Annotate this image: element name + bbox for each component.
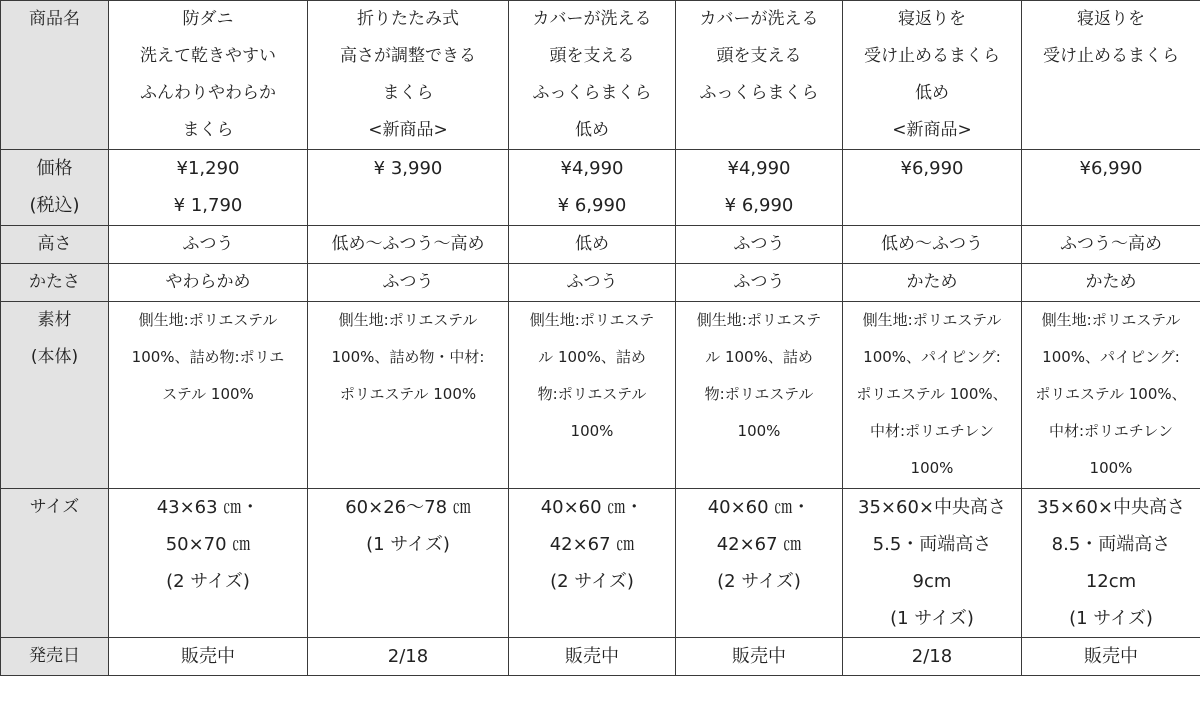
table-cell-height-product-2: [308, 226, 509, 264]
row-header-line: 高さ: [37, 234, 72, 254]
cell-line: 洗えて乾きやすい: [140, 46, 276, 66]
table-cell-name-product-5: [843, 1, 1022, 150]
cell-line: 側生地:ポリエステル: [138, 311, 278, 329]
cell-line: ポリエステル 100%、: [856, 385, 1008, 403]
cell-line: 低め: [575, 234, 609, 254]
cell-line: 100%、詰め物・中材:: [331, 348, 485, 366]
cell-line: 50×70 ㎝: [165, 534, 251, 555]
cell-line: 高さが調整できる: [340, 46, 476, 66]
table-cell-firmness-product-4: [676, 264, 843, 302]
cell-line: ¥6,990: [1079, 158, 1143, 179]
cell-line: ふつう: [566, 272, 618, 292]
cell-line: 低め〜ふつう〜高め: [331, 234, 485, 254]
cell-line: 中材:ポリエチレン: [1048, 422, 1174, 440]
cell-line: 低め: [915, 83, 949, 103]
cell-line: 受け止めるまくら: [1043, 46, 1179, 66]
cell-line: 寝返りを: [1077, 9, 1145, 29]
table-cell-price-product-3: [509, 150, 676, 226]
cell-line: 8.5・両端高さ: [1051, 534, 1171, 555]
row-header-line: かたさ: [29, 272, 80, 292]
table-cell-price-product-2: [308, 150, 509, 226]
cell-line: 100%、パイピング:: [863, 348, 1001, 366]
cell-line: 物:ポリエステル: [537, 385, 647, 403]
cell-line: ステル 100%: [162, 385, 254, 403]
table-cell-material-product-6: [1022, 302, 1200, 489]
row-header-price: [1, 150, 109, 226]
cell-line: ふつう: [182, 234, 234, 254]
cell-line: 5.5・両端高さ: [872, 534, 992, 555]
cell-line: やわらかめ: [165, 272, 251, 292]
cell-line: ¥6,990: [900, 158, 964, 179]
row-header-height: [1, 226, 109, 264]
table-body: [1, 1, 1200, 676]
cell-line: 100%: [570, 422, 614, 440]
table-cell-price-product-1: [109, 150, 308, 226]
cell-line: まくら: [182, 120, 234, 140]
cell-line: ふつう: [382, 272, 434, 292]
cell-line: <新商品>: [368, 120, 448, 140]
cell-line: 100%、詰め物:ポリエ: [131, 348, 285, 366]
cell-line: 折りたたみ式: [357, 9, 459, 29]
row-header-line: 価格: [36, 158, 73, 179]
cell-line: ふっくらまくら: [532, 83, 652, 103]
cell-line: ふつう〜高め: [1060, 234, 1162, 254]
table-cell-height-product-4: [676, 226, 843, 264]
cell-line: ¥ 6,990: [557, 195, 627, 216]
cell-line: <新商品>: [892, 120, 972, 140]
table-cell-material-product-1: [109, 302, 308, 489]
row-header-line: (本体): [30, 347, 79, 367]
table-cell-release-product-1: [109, 638, 308, 676]
cell-line: (1 サイズ): [890, 608, 974, 629]
cell-line: (2 サイズ): [550, 571, 634, 592]
cell-line: 12cm: [1085, 571, 1137, 592]
cell-line: 頭を支える: [549, 46, 635, 66]
cell-line: 受け止めるまくら: [864, 46, 1000, 66]
cell-line: ふつう: [733, 272, 785, 292]
table-cell-name-product-6: [1022, 1, 1200, 150]
cell-line: 物:ポリエステル: [704, 385, 814, 403]
cell-line: ふっくらまくら: [699, 83, 819, 103]
cell-line: 防ダニ: [182, 9, 234, 29]
cell-line: 100%: [737, 422, 781, 440]
table-cell-firmness-product-6: [1022, 264, 1200, 302]
cell-line: 側生地:ポリエステル: [1041, 311, 1181, 329]
cell-line: カバーが洗える: [532, 9, 652, 29]
cell-line: ¥4,990: [727, 158, 791, 179]
table-row-material: [1, 302, 1200, 489]
cell-line: ふつう: [733, 234, 785, 254]
cell-line: ¥1,290: [176, 158, 240, 179]
cell-line: 60×26〜78 ㎝: [345, 497, 471, 518]
row-header-line: 商品名: [29, 9, 80, 29]
cell-line: ふんわりやわらか: [140, 83, 276, 103]
cell-line: まくら: [382, 83, 434, 103]
table-cell-release-product-2: [308, 638, 509, 676]
cell-line: 9cm: [912, 571, 952, 592]
table-cell-firmness-product-1: [109, 264, 308, 302]
table-cell-price-product-5: [843, 150, 1022, 226]
cell-line: ル 100%、詰め: [705, 348, 813, 366]
table-cell-size-product-3: [509, 489, 676, 638]
row-header-material: [1, 302, 109, 489]
cell-line: 35×60×中央高さ: [858, 497, 1006, 518]
cell-line: 42×67 ㎝: [549, 534, 635, 555]
table-cell-release-product-3: [509, 638, 676, 676]
cell-line: 100%: [910, 459, 954, 477]
cell-line: 販売中: [1084, 646, 1138, 667]
cell-line: 40×60 ㎝・: [540, 497, 644, 518]
cell-line: 販売中: [732, 646, 786, 667]
cell-line: 側生地:ポリエステル: [338, 311, 478, 329]
cell-line: (1 サイズ): [366, 534, 450, 555]
cell-line: ポリエステル 100%、: [1035, 385, 1187, 403]
table-cell-release-product-5: [843, 638, 1022, 676]
table-row-price: [1, 150, 1200, 226]
cell-line: 頭を支える: [716, 46, 802, 66]
table-row-size: [1, 489, 1200, 638]
cell-line: かため: [906, 272, 958, 292]
cell-line: ¥ 3,990: [373, 158, 443, 179]
cell-line: ル 100%、詰め: [538, 348, 646, 366]
cell-line: (2 サイズ): [717, 571, 801, 592]
table-cell-size-product-2: [308, 489, 509, 638]
cell-line: 40×60 ㎝・: [707, 497, 811, 518]
cell-line: 43×63 ㎝・: [156, 497, 260, 518]
table-cell-size-product-5: [843, 489, 1022, 638]
cell-line: ポリエステル 100%: [339, 385, 477, 403]
cell-line: (2 サイズ): [166, 571, 250, 592]
cell-line: ¥4,990: [560, 158, 624, 179]
table-cell-name-product-3: [509, 1, 676, 150]
cell-line: 2/18: [911, 646, 953, 667]
row-header-line: (税込): [29, 195, 80, 216]
table-cell-material-product-2: [308, 302, 509, 489]
row-header-release: [1, 638, 109, 676]
cell-line: ¥ 6,990: [724, 195, 794, 216]
table-cell-firmness-product-3: [509, 264, 676, 302]
cell-line: 側生地:ポリエステ: [696, 311, 822, 329]
table-row-name: [1, 1, 1200, 150]
table-cell-material-product-5: [843, 302, 1022, 489]
table-cell-name-product-2: [308, 1, 509, 150]
row-header-firmness: [1, 264, 109, 302]
row-header-line: サイズ: [29, 497, 80, 517]
cell-line: 販売中: [565, 646, 619, 667]
table-cell-name-product-4: [676, 1, 843, 150]
row-header-size: [1, 489, 109, 638]
table-cell-material-product-3: [509, 302, 676, 489]
cell-line: 側生地:ポリエステ: [529, 311, 655, 329]
cell-line: (1 サイズ): [1069, 608, 1153, 629]
cell-line: 35×60×中央高さ: [1037, 497, 1185, 518]
cell-line: ¥ 1,790: [173, 195, 243, 216]
cell-line: 販売中: [181, 646, 235, 667]
table-cell-firmness-product-2: [308, 264, 509, 302]
table-cell-material-product-4: [676, 302, 843, 489]
cell-line: 低め〜ふつう: [881, 234, 983, 254]
row-header-line: 発売日: [29, 646, 80, 666]
cell-line: かため: [1085, 272, 1137, 292]
cell-line: 中材:ポリエチレン: [869, 422, 995, 440]
cell-line: 2/18: [387, 646, 429, 667]
table-cell-release-product-4: [676, 638, 843, 676]
table-cell-release-product-6: [1022, 638, 1200, 676]
table-row-height: [1, 226, 1200, 264]
table-cell-height-product-3: [509, 226, 676, 264]
table-cell-height-product-6: [1022, 226, 1200, 264]
row-header-name: [1, 1, 109, 150]
cell-line: 側生地:ポリエステル: [862, 311, 1002, 329]
cell-line: カバーが洗える: [699, 9, 819, 29]
cell-line: 100%: [1089, 459, 1133, 477]
row-header-line: 素材: [37, 310, 72, 330]
cell-line: 低め: [575, 120, 609, 140]
cell-line: 寝返りを: [898, 9, 966, 29]
table-row-firmness: [1, 264, 1200, 302]
table-cell-price-product-6: [1022, 150, 1200, 226]
table-cell-name-product-1: [109, 1, 308, 150]
cell-line: 42×67 ㎝: [716, 534, 802, 555]
table-cell-size-product-1: [109, 489, 308, 638]
table-cell-height-product-1: [109, 226, 308, 264]
table-cell-price-product-4: [676, 150, 843, 226]
table-row-release: [1, 638, 1200, 676]
table-cell-size-product-6: [1022, 489, 1200, 638]
table-cell-height-product-5: [843, 226, 1022, 264]
table-cell-size-product-4: [676, 489, 843, 638]
table-cell-firmness-product-5: [843, 264, 1022, 302]
cell-line: 100%、パイピング:: [1042, 348, 1180, 366]
